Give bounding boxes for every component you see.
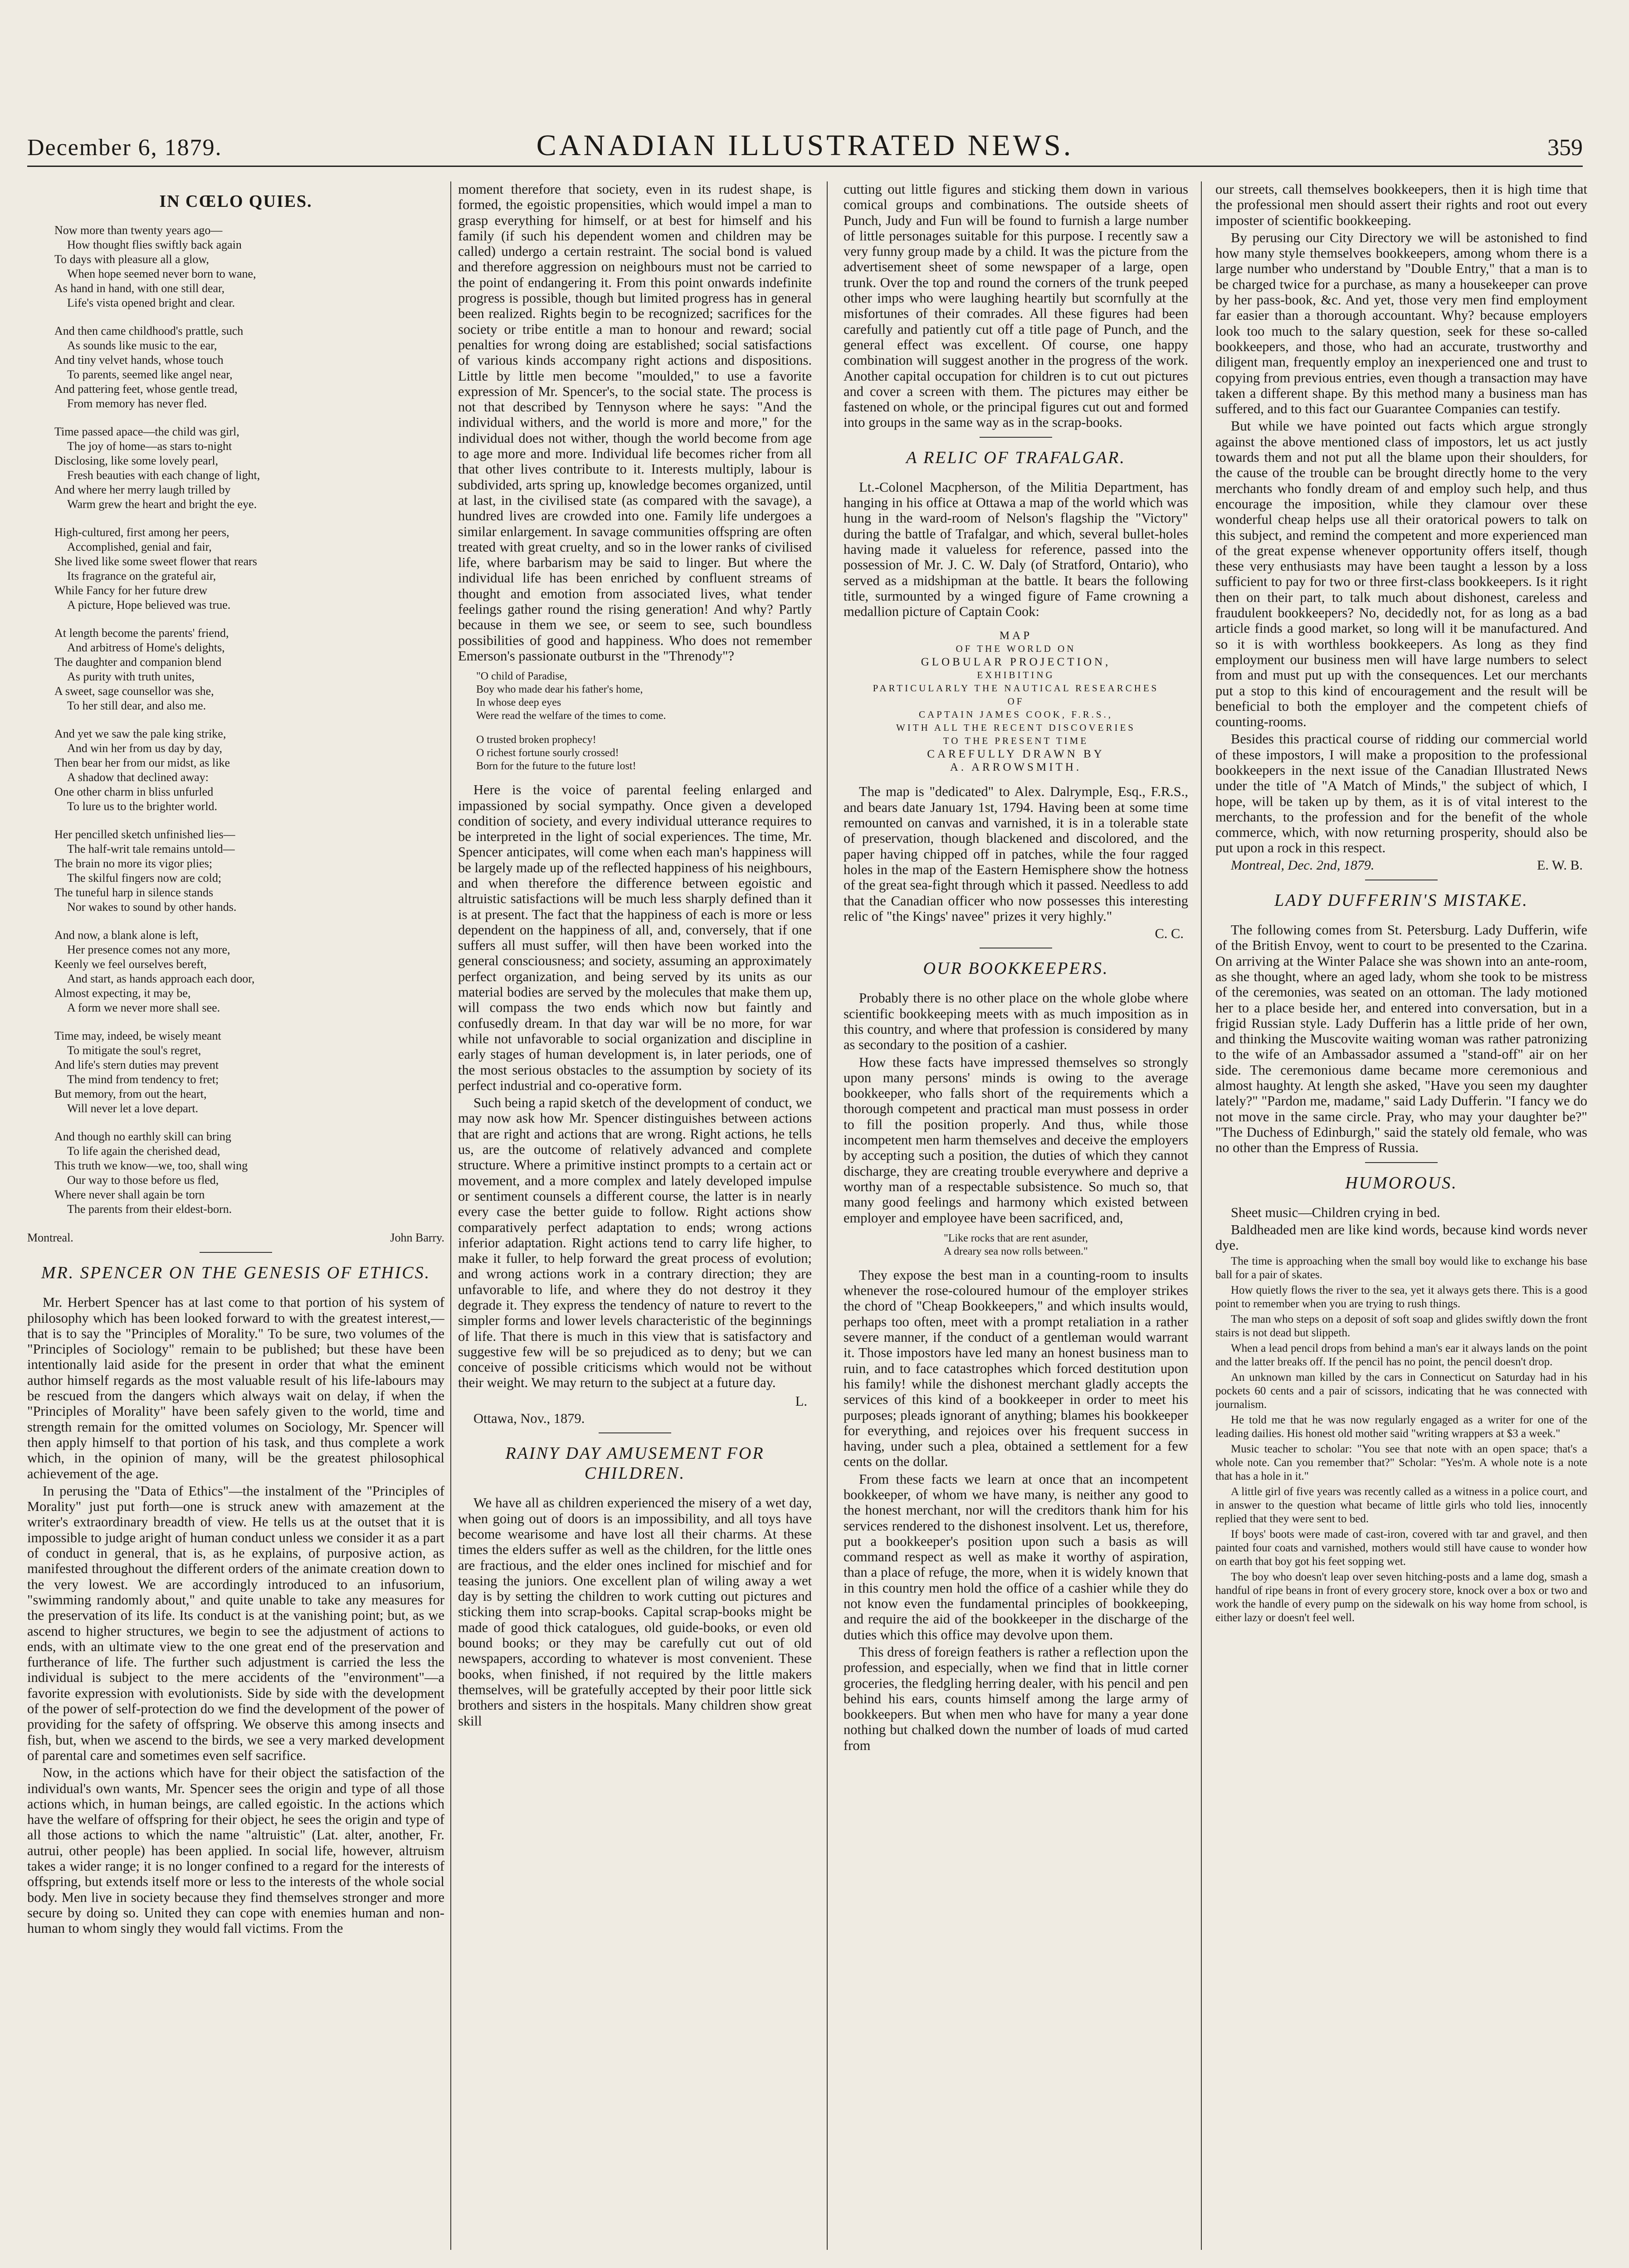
verse-line: And life's stern duties may prevent	[54, 1058, 219, 1071]
issue-date: December 6, 1879.	[27, 135, 222, 161]
map-title-line: CAPTAIN JAMES COOK, F.R.S.,	[918, 709, 1113, 720]
verse-line: And pattering feet, whose gentle tread,	[54, 382, 238, 396]
verse-line: To life again the cherished dead,	[67, 1144, 220, 1158]
bookkeepers-paragraph: From these facts we learn at once that an incompetent bookkeeper, of whom we have many, is neither any good to the honest merchant, nor will the creditors thank him for his services rendered to the dishonest insolvent. Let us, therefore, put a bookkeeper's position upon such a basis as will command respect as well as make it worthy of aspiration, than a place of refuge, the more, when it is widely known that in this country men hold the office of a cashier while they do not know even the fundamental principles of bookkeeping, and require the aid of the bookkeeper in the discharge of the duties which this office may devolve upon them.	[844, 1471, 1188, 1642]
spencer-paragraph: Mr. Herbert Spencer has at last come to that portion of his system of philosophy which has been looked forward to with the greatest interest,—that is to say the "Principles of Morality." To be sure, two volumes of the "Principles of Sociology" remain to be published; but these have been intentionally laid aside for the present in order that what the eminent author himself regards as the most valuable result of his life-labours may be rescued from the dangers which always wait on delay, if when the "Principles of Morality" have been safely given to the world, time and strength remain for the omitted volumes on Sociology, Mr. Spencer will then apply himself to that portion of his task, and thus complete a work which, in the opinion of many, will be the greatest philosophical achievement of the age.	[27, 1295, 444, 1481]
bookkeepers-place: Montreal, Dec. 2nd, 1879.	[1231, 857, 1375, 873]
bookkeepers-paragraph: our streets, call themselves bookkeepers, then it is high time that the professional men should assert their rights and root out every imposter of scientific bookkeeping.	[1215, 181, 1587, 228]
verse-line: Our way to those before us fled,	[67, 1173, 219, 1187]
verse-line: Will never let a love depart.	[67, 1102, 199, 1115]
dufferin-paragraph: The following comes from St. Petersburg. Lady Dufferin, wife of the British Envoy, went to court to be presented to the Czarina. On arriving at the Winter Palace she was shown into an ante-room, as she thought, where an aged lady, whom she took to be mistress of the ceremonies, was seated on an ottoman. The lady motioned her to a place beside her, and entered into conversation, but in a frigid Russian style. Lady Dufferin has a little pride of her own, and thinking the Muscovite waiting woman was rather patronizing to the wife of an Ambassador assumed a "stand-off" air on her side. The ceremonious dame became more ceremonious and almost haughty. At length she asked, "Have you seen my daughter lately?" "Pardon me, madame," said Lady Dufferin. "I fancy we do not move in the same circle. Pray, who may your daughter be?" "The Duchess of Edinburgh," said the stately old female, who was no other than the Empress of Russia.	[1215, 922, 1587, 1156]
verse-line: How thought flies swiftly back again	[67, 238, 242, 251]
verse-line: And though no earthly skill can bring	[54, 1130, 231, 1143]
verse-line: Almost expecting, it may be,	[54, 987, 191, 1000]
verse-line: A picture, Hope believed was true.	[67, 598, 231, 611]
column-1	[27, 181, 444, 2263]
map-title-line: TO THE PRESENT TIME	[943, 735, 1089, 747]
verse-line: And tiny velvet hands, whose touch	[54, 353, 224, 367]
bookkeepers-paragraph: This dress of foreign feathers is rather a reflection upon the profession, and especially, when we find that in little corner groceries, the fledgling herring dealer, with his pencil and pen behind his ears, counts himself among the large army of bookkeepers. But when men who have for many a year done nothing but chalked down the number of loads of mud carted from	[844, 1644, 1188, 1753]
verse-line: As purity with truth unites,	[67, 670, 195, 683]
poem-stanza	[54, 1129, 444, 1217]
column-3	[844, 181, 1188, 2263]
verse-line: This truth we know—we, too, shall wing	[54, 1159, 248, 1172]
humorous-item: The boy who doesn't leap over seven hitching-posts and a lame dog, smash a handful of ripe beans in front of every grocery store, knock over a box or two and work the handle of every pump on the sidewalk on his way home from school, is either lazy or doesn't feel well.	[1215, 1571, 1587, 1624]
verse-line: And start, as hands approach each door,	[67, 972, 255, 985]
verse-line: Warm grew the heart and bright the eye.	[67, 498, 257, 511]
humorous-item: Baldheaded men are like kind words, because kind words never dye.	[1215, 1222, 1587, 1253]
spencer-place: Ottawa, Nov., 1879.	[473, 1411, 585, 1427]
humorous-item: Sheet music—Children crying in bed.	[1231, 1204, 1440, 1220]
verse-line: At length become the parents' friend,	[54, 626, 229, 640]
verse-line: The half-writ tale remains untold—	[67, 842, 235, 855]
column-4	[1215, 181, 1587, 2263]
map-title-line: OF	[1007, 696, 1024, 707]
verse-line: The joy of home—as stars to-night	[67, 440, 232, 453]
column-2	[458, 181, 812, 2263]
column-rule	[450, 181, 451, 2250]
spencer-paragraph: In perusing the "Data of Ethics"—the instalment of the "Principles of Morality" just put forth—one is struck anew with amazement at the writer's extraordinary breadth of view. He tells us at the outset that it is impossible to judge aright of human conduct unless we consider it as a part of conduct in general, that is, as he explains, of purposive action, as manifested throughout the different orders of the animate creation down to the very lowest. We are accordingly introduced to an infusorium, "swimming randomly about," and quite unable to take any measures for the preservation of its life. Its conduct is at the vanishing point; but, as we ascend to higher structures, we begin to see the adjustment of actions to ends, with an ultimate view to the one great end of the preservation and furtherance of life. The further such adjustment is carried the less the individual is subject to the mere accidents of the "environment"—a favorite expression with evolutionists. Side by side with the development of the power of self-protection do we find the development of the power of providing for the safety of offspring. We observe this among insects and fish, but, when we ascend to the birds, we see a very marked development of parental care and sometimes even self sacrifice.	[27, 1483, 444, 1763]
bookkeepers-paragraph: Probably there is no other place on the whole globe where scientific bookkeeping meets with as much imposition as in this country, and where that profession is considered by many as secondary to the position of a cashier.	[844, 990, 1188, 1053]
poem-stanza	[54, 727, 444, 814]
verse-line: One other charm in bliss unfurled	[54, 785, 214, 798]
verse-line: But memory, from out the heart,	[54, 1087, 207, 1100]
verse-line: And now, a blank alone is left,	[54, 929, 199, 942]
map-title-line: OF THE WORLD ON	[956, 643, 1076, 655]
humorous-title: HUMOROUS.	[1345, 1173, 1458, 1193]
verse-line: The parents from their eldest-born.	[67, 1202, 232, 1216]
map-title-line: GLOBULAR PROJECTION,	[921, 656, 1111, 669]
verse-line: And where her merry laugh trilled by	[54, 483, 231, 496]
poem-stanza	[54, 324, 444, 411]
map-title-line: WITH ALL THE RECENT DISCOVERIES	[896, 722, 1136, 733]
poem-stanza	[54, 928, 444, 1015]
verse-line: Accomplished, genial and fair,	[67, 540, 212, 553]
map-title-line: EXHIBITING	[977, 670, 1055, 681]
map-title-line: A. ARROWSMITH.	[950, 761, 1082, 774]
section-divider	[980, 437, 1052, 438]
verse-line: As sounds like music to the ear,	[67, 339, 217, 352]
verse-line: High-cultured, first among her peers,	[54, 526, 229, 539]
dufferin-title: LADY DUFFERIN'S MISTAKE.	[1274, 891, 1528, 910]
verse-line: Its fragrance on the grateful air,	[67, 569, 216, 582]
verse-line: The skilful fingers now are cold;	[67, 871, 222, 885]
poem-stanza	[54, 1029, 444, 1116]
verse-line: The tuneful harp in silence stands	[54, 886, 214, 899]
verse-line: And win her from us day by day,	[67, 742, 223, 755]
spencer-paragraph: Here is the voice of parental feeling enlarged and impassioned by social sympathy. Once given a developed condition of society, and every individual utterance requires to be interpreted in the light of social experiences. The time, Mr. Spencer anticipates, will come when each man's happiness will be largely made up of the reflected happiness of his neighbours, and when therefore the difference between egoistic and altruistic satisfactions will be much less sharply defined than it is at present. The fact that the happiness of each is more or less dependent on the happiness of all, and, conversely, that if one suffers all must suffer, will then have been worked into the general consciousness; and society, assuming an approximately perfect organization, and being served by its units as our material bodies are served by the molecules that make them up, will compass the two ends which now but faintly and confusedly dream. In that day war will be no more, for war while not unfavorable to social organization and discipline in early stages of human development is, in later periods, one of the most serious obstacles to the assumption by society of its perfect industrial and co-operative form.	[458, 782, 812, 1093]
verse-line: Then bear her from our midst, as like	[54, 756, 230, 769]
verse-line: Time passed apace—the child was girl,	[54, 425, 239, 438]
verse-line: To her still dear, and also me.	[67, 699, 206, 712]
humorous-item: A little girl of five years was recently called as a witness in a police court, and in answer to the question what became of little girls who told lies, innocently replied that they were sent to bed.	[1215, 1486, 1587, 1525]
spencer-paragraph: Now, in the actions which have for their object the satisfaction of the individual's own wants, Mr. Spencer sees the origin and type of all those actions which, in human beings, are called egoistic. In the actions which have the welfare of offspring for their object, he sees the origin and type of all those actions to which the name "altruistic" (Lat. alter, another, Fr. autrui, other people) has been applied. In social life, however, altruism takes a wider range; it is no longer confined to a regard for the interests of offspring, but extends itself more or less to the interests of the whole social body. Men live in society because they find themselves stronger and more secure by doing so. United they can cope with enemies human and non-human to whom singly they would fall victims. From the	[27, 1765, 444, 1936]
poem-title: IN CŒLO QUIES.	[159, 192, 312, 211]
verse-line: A sweet, sage counsellor was she,	[54, 684, 214, 698]
quote-line: Were read the welfare of the times to come.	[476, 710, 666, 722]
section-divider	[1365, 1162, 1438, 1163]
verse-line: To days with pleasure all a glow,	[54, 253, 209, 266]
verse-line: Her pencilled sketch unfinished lies—	[54, 828, 235, 841]
humorous-item: He told me that he was now regularly engaged as a writer for one of the leading dailies. His honest old mother said "writing wrappers at $3 a week."	[1215, 1414, 1587, 1440]
quote-line: A dreary sea now rolls between."	[944, 1245, 1088, 1257]
relic-initials: C. C.	[1155, 926, 1184, 942]
section-divider	[200, 1252, 272, 1253]
verse-line: And then came childhood's prattle, such	[54, 324, 244, 337]
rainy-paragraph: cutting out little figures and sticking them down in various comical groups and combinations. The outside sheets of Punch, Judy and Fun will be found to furnish a large number of little personages suitable for this purpose. I recently saw a very funny group made by a child. It was the picture from the advertisement sheet of some newspaper of a large, open trunk. Over the top and round the corners of the trunk peeped other imps who were laughing heartily but scornfully at the misfortunes of their comrades. All these figures had been carefully and patiently cut off a title page of Punch, and the general effect was excellent. Of course, one happy combination will suggest another in the progress of the work. Another capital occupation for children is to cut out pictures and cover a screen with them. The pictures may either be fastened on whole, or the principal figures cut out and formed into groups in the same way as in the scrap-books.	[844, 181, 1188, 430]
verse-line: Keenly we feel ourselves bereft,	[54, 958, 207, 971]
map-title-line: CAREFULLY DRAWN BY	[927, 748, 1105, 761]
spencer-paragraph: Such being a rapid sketch of the development of conduct, we may now ask how Mr. Spencer distinguishes between actions that are right and actions that are wrong. Right actions, he tells us, are the outcome of relatively advanced and complete structure. Where a primitive instinct prompts to a certain act or movement, and a more complex and lately developed impulse or sentiment counsels a different course, the latter is in nearly every case the better guide to follow. Right actions show comparatively perfect adaptation to ends; wrong actions inferior adaptation. Right actions tend to carry life higher, to make it fuller, to help forward the great process of evolution; and wrong actions work in a contrary direction; they are unfavorable to life, and where they do not destroy it they degrade it. They express the tendency of nature to revert to the simpler forms and lower levels characteristic of the beginnings of life. That there is much in this view that is satisfactory and suggestive few will be so prejudiced as to deny; but we can conceive of possible criticisms which would not be without their weight. We may return to the subject at a future day.	[458, 1095, 812, 1391]
quote-line: O richest fortune sourly crossed!	[476, 747, 619, 759]
rainy-paragraph: We have all as children experienced the misery of a wet day, when going out of doors is an impossibility, and all toys have become wearisome and have lost all their charms. At these times the elders suffer as well as the children, for the little ones are fractious, and the elder ones inclined for mischief and for teasing the juniors. One excellent plan of wiling away a wet day is by setting the children to work cutting out pictures and sticking them into scrap-books. Capital scrap-books might be made of good thick catalogues, old guide-books, or even old bound books; or they may be carefully cut out of old newspapers, according to whatever is most convenient. These books, when finished, if not required by the little makers themselves, will be gratefully accepted by their poor little sick brothers and sisters in the hospitals. Many children show great skill	[458, 1495, 812, 1729]
spencer-title: MR. SPENCER ON THE GENESIS OF ETHICS.	[41, 1263, 431, 1283]
humorous-item: Music teacher to scholar: "You see that note with an open space; that's a whole note. Can you remember that?" Scholar: "Yes'm. A whole note is a note that has a hole in it."	[1215, 1443, 1587, 1483]
poem-stanza	[54, 626, 444, 713]
bookkeepers-paragraph: How these facts have impressed themselves so strongly upon many persons' minds is owing to the average bookkeeper, who falls short of the requirements which a thorough competent and practical man must possess in order to fill the position properly. And thus, while those incompetent men harm themselves and deceive the employers by accepting such a position, the duties of which they cannot discharge, they are creating trouble everywhere and deprive a worthy man of a respectable subsistence. So much so, that many good feelings and harmony which existed between employer and employee have been sacrificed, and,	[844, 1054, 1188, 1226]
column-rule	[1201, 181, 1202, 2250]
quote-line: "Like rocks that are rent asunder,	[943, 1232, 1088, 1244]
humorous-item: If boys' boots were made of cast-iron, covered with tar and gravel, and then painted four coats and varnished, mothers would still have cause to wonder how on earth that boy got his feet sopping wet.	[1215, 1528, 1587, 1568]
poem-stanza	[54, 525, 444, 612]
verse-line: The brain no more its vigor plies;	[54, 857, 213, 870]
verse-line: The daughter and companion blend	[54, 655, 222, 669]
quote-line: Boy who made dear his father's home,	[476, 684, 643, 696]
bookkeepers-initials: E. W. B.	[1537, 857, 1583, 873]
verse-line: And arbitress of Home's delights,	[67, 641, 225, 654]
verse-line: Disclosing, like some lovely pearl,	[54, 454, 219, 467]
relic-paragraph: Lt.-Colonel Macpherson, of the Militia Department, has hanging in his office at Ottawa a map of the world which was hung in the ward-room of Nelson's flagship the "Victory" during the battle of Trafalgar, and which, several bullet-holes having made it valueless for reference, passed into the possession of Mr. J. C. W. Daly (of Stratford, Ontario), who served as a midshipman at the battle. It bears the following title, surmounted by a winged figure of Fame crowning a medallion picture of Captain Cook:	[844, 479, 1188, 620]
verse-line: From memory has never fled.	[67, 397, 207, 410]
quote-line: O trusted broken prophecy!	[476, 734, 596, 746]
humorous-item: An unknown man killed by the cars in Connecticut on Saturday had in his pockets 60 cents and a pair of scissors, indicating that he was connected with journalism.	[1215, 1371, 1587, 1411]
verse-line: Her presence comes not any more,	[67, 943, 230, 956]
verse-line: The mind from tendency to fret;	[67, 1073, 219, 1086]
poem-stanza	[54, 223, 444, 310]
page-header	[27, 129, 1583, 167]
emerson-quote	[476, 670, 812, 773]
verse-line: Fresh beauties with each change of light,	[67, 469, 260, 482]
bookkeepers-paragraph: They expose the best man in a counting-room to insults whenever the rose-coloured humour of the employer strikes the chord of "Cheap Bookkeepers," and which insults would, perhaps too often, meet with a prompt retaliation in a rather severe manner, if the conduct of a gentleman would warrant it. Those impostors have led many an honest business man to ruin, and to face catastrophes which forced destitution upon his family! while the dishonest merchant gladly accepts the services of this kind of a bookkeeper in order to meet his purposes; pleads ignorant of anything; blames his bookkeeper for everything, and rejoices over his frequent success in having, under such a plea, obtained a settlement for a few cents on the dollar.	[844, 1267, 1188, 1470]
rainy-title: RAINY DAY AMUSEMENT FOR CHILDREN.	[505, 1444, 765, 1483]
verse-line: Now more than twenty years ago—	[54, 224, 223, 237]
poem-signature	[27, 1230, 444, 1246]
humorous-item: When a lead pencil drops from behind a man's ear it always lands on the point and the latter breaks off. If the pencil has no point, the pencil doesn't drop.	[1215, 1342, 1587, 1369]
verse-line: Life's vista opened bright and clear.	[67, 296, 235, 309]
quote-line: In whose deep eyes	[476, 697, 561, 709]
column-rule	[827, 181, 828, 2250]
poem-place: Montreal.	[27, 1231, 73, 1244]
bookkeepers-quote	[844, 1232, 1188, 1258]
humorous-item: The man who steps on a deposit of soft soap and glides swiftly down the front stairs is not dead but slippeth.	[1215, 1313, 1587, 1339]
page-number: 359	[1547, 135, 1583, 161]
humorous-item: The time is approaching when the small boy would like to exchange his base ball for a pair of skates.	[1215, 1255, 1587, 1281]
verse-line: A form we never more shall see.	[67, 1001, 220, 1014]
poem-author: John Barry.	[390, 1231, 444, 1244]
bookkeepers-paragraph: By perusing our City Directory we will be astonished to find how many style themselves bookkeepers, among whom there is a large number who understand by "Double Entry," that a man is to be charged twice for a purchase, as many a housekeeper can prove by her pass-book, &c. And yet, those very men find employment far easier than a thorough accountant. Why? because employers look too much to the salary question, seek for these so-called bookkeepers, and those, who had an accurate, trustworthy and diligent man, frequently employ an inexperienced one and trust to copying from previous entries, even though a transaction may have taken a different shape. By this method many a business man has suffered, and to this fact our Guarantee Companies can testify.	[1215, 230, 1587, 417]
bookkeepers-signature	[1215, 858, 1587, 873]
poem-body	[27, 223, 444, 1217]
poem-stanza	[54, 827, 444, 914]
map-title-line: MAP	[999, 630, 1033, 642]
verse-line: When hope seemed never born to wane,	[67, 267, 256, 280]
poem-stanza	[54, 425, 444, 512]
quote-line: "O child of Paradise,	[476, 670, 567, 683]
verse-line: To lure us to the brighter world.	[67, 800, 218, 813]
map-title-block	[844, 629, 1188, 774]
bookkeepers-paragraph: Besides this practical course of ridding our commercial world of these impostors, I will make a proposition to the professional bookkeepers in the next issue of the Canadian Illustrated News under the title of "A Match of Minds," the subject of which, I hope, will be taken up by them, as it is of vital interest to the merchants, to the profession and for the benefit of the whole commerce, which, with now returning prosperity, should also be put upon a rock in this respect.	[1215, 731, 1587, 856]
verse-line: She lived like some sweet flower that rears	[54, 555, 257, 568]
map-title-line: PARTICULARLY THE NAUTICAL RESEARCHES	[873, 683, 1159, 694]
verse-line: As hand in hand, with one still dear,	[54, 282, 225, 295]
verse-line: A shadow that declined away:	[67, 771, 209, 784]
section-divider	[599, 1432, 671, 1433]
quote-line: Born for the future to the future lost!	[476, 760, 636, 772]
verse-line: Time may, indeed, be wisely meant	[54, 1029, 221, 1042]
bookkeepers-paragraph: But while we have pointed out facts which argue strongly against the above mentioned class of impostors, let us act justly towards them and not put all the blame upon their shoulders, for the cause of the trouble can be brought directly home to the very merchants who fondly dream of and employ such help, and thus encourage the imposition, while they clamour over these wonderful cheap helps use all their oratorical powers to talk on this subject, and remind the competent and more experienced man of the great expense whenever opportunity offers itself, though these very enthusiasts may have been taught a lesson by a loss sufficient to pay for two or three first-class bookkeepers. Is it right then on their part, to talk much about dishonest, careless and fraudulent bookkeepers? No, decidedly not, for as long as a bad article finds a good market, so long will it be manufactured. And so it is with worthless bookkeepers. As long as they find employment our business men will have large numbers to select from and must put up with the consequences. Let our merchants put a stop to this kind of encouragement and the result will be beneficial to both the employer and the competent chiefs of counting-rooms.	[1215, 418, 1587, 730]
verse-line: To mitigate the soul's regret,	[67, 1044, 201, 1057]
relic-title: A RELIC OF TRAFALGAR.	[906, 448, 1126, 467]
spencer-paragraph: moment therefore that society, even in its rudest shape, is formed, the egoistic propensities, which would impel a man to grasp everything for himself, or at best for himself and his family (if such his dependent women and children may be called) undergo a certain restraint. The social bond is valued and therefore aggression on neighbours must not be carried to the point of endangering it. From this point onwards indefinite progress is possible, though but limited progress has in general been realized. Rights begin to be recognized; sacrifices for the society or tribe entitle a man to honour and reward; social penalties for wrong doing are established; social satisfactions of various kinds accompany right actions and dispositions. Little by little men become "moulded," to use a favorite expression of Mr. Spencer's, to the social state. The process is not that described by Tennyson where he says: "And the individual withers, and the world is more and more," for the individual does not wither, though the world become from age to age more and more. Individual life becomes richer from all that other lives contribute to it. Interests multiply, labour is subdivided, arts spring up, knowledge becomes organized, until at last, in the civilised state (as compared with the savage), a hundred lives are crowded into one. Family life undergoes a similar enlargement. In savage communities offspring are often treated with great cruelty, and so in the lower ranks of civilised life, where barbarism may be said to linger. But where the individual life has been enriched by confluent streams of thought and emotion from associated lives, what tender feelings gather round the rising generation! And why? Partly because in them we see, or seem to see, such boundless possibilities of good and happiness. Who does not remember Emerson's passionate outburst in the "Threnody"?	[458, 181, 812, 664]
verse-line: While Fancy for her future drew	[54, 584, 208, 597]
spencer-initial: L.	[795, 1393, 807, 1409]
verse-line: And yet we saw the pale king strike,	[54, 727, 226, 740]
masthead-title: CANADIAN ILLUSTRATED NEWS.	[536, 129, 1074, 162]
verse-line: Nor wakes to sound by other hands.	[67, 900, 237, 914]
verse-line: To parents, seemed like angel near,	[67, 368, 233, 381]
bookkeepers-title: OUR BOOKKEEPERS.	[923, 959, 1109, 978]
humorous-item: How quietly flows the river to the sea, yet it always gets there. This is a good point to remember when you are trying to rush things.	[1215, 1284, 1587, 1310]
verse-line: Where never shall again be torn	[54, 1188, 205, 1201]
relic-paragraph: The map is "dedicated" to Alex. Dalrymple, Esq., F.R.S., and bears date January 1st, 1794. Having been at some time remounted on canvas and varnished, it is in a tolerable state of preservation, though blackened and discolored, and the paper having chipped off in patches, while the four ragged holes in the map of the Eastern Hemisphere show the hotness of the great sea-fight through which it passed. Needless to add that the Canadian officer who now possesses this interesting relic of "the Kings' navee" prizes it very highly."	[844, 784, 1188, 924]
